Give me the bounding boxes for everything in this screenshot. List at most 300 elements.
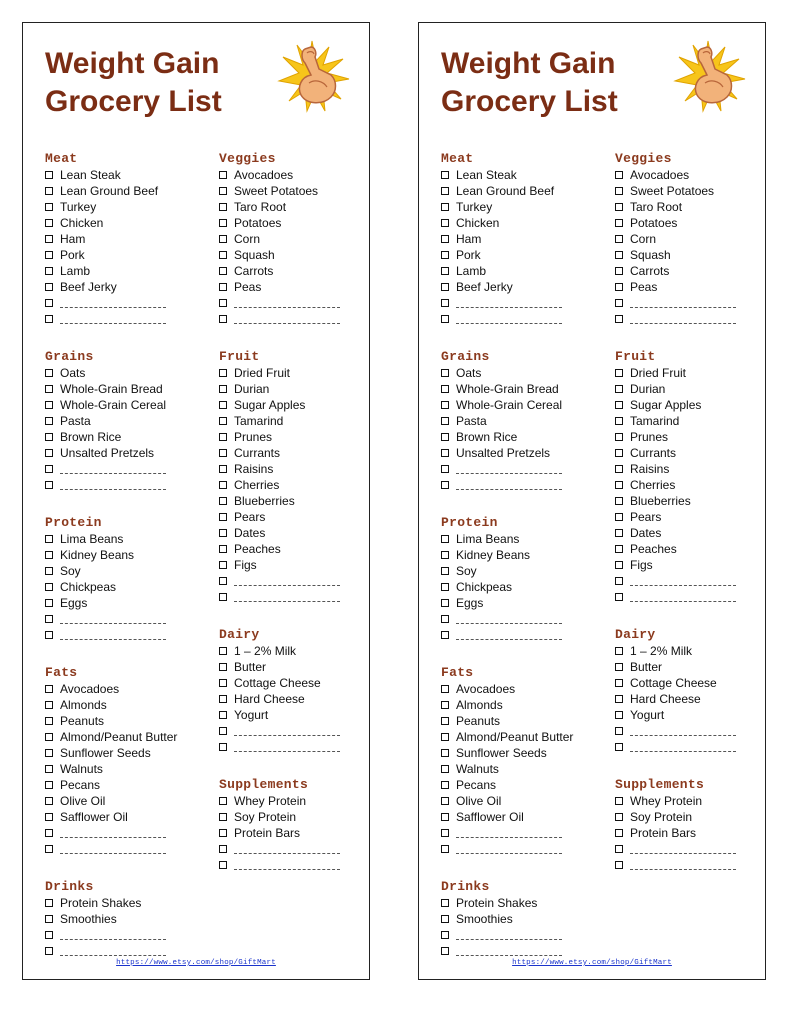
shop-link[interactable]: https://www.etsy.com/shop/GiftMart [512,959,672,967]
item-label: Cherries [234,478,280,492]
checkbox[interactable] [45,583,53,591]
list-item [45,595,205,611]
checkbox[interactable] [441,369,449,377]
checkbox[interactable] [219,251,227,259]
checkbox[interactable] [45,845,53,853]
checkbox[interactable] [219,171,227,179]
checkbox[interactable] [441,797,449,805]
checkbox[interactable] [441,551,449,559]
item-label: Yogurt [234,708,269,722]
checkbox[interactable] [441,235,449,243]
checkbox[interactable] [441,433,449,441]
checkbox[interactable] [45,203,53,211]
checkbox[interactable] [45,385,53,393]
item-label: Prunes [234,430,273,444]
item-label: Cherries [630,478,676,492]
item-label: Brown Rice [60,430,122,444]
checkbox[interactable] [615,465,623,473]
blank-item [441,825,601,841]
checkbox[interactable] [441,251,449,259]
item-list [441,895,601,959]
write-in-line[interactable] [60,955,166,956]
checkbox[interactable] [219,235,227,243]
checkbox[interactable] [615,283,623,291]
section-heading: Drinks [45,879,94,894]
write-in-line[interactable] [60,837,166,838]
item-list [45,681,205,857]
checkbox[interactable] [441,219,449,227]
checkbox[interactable] [45,765,53,773]
checkbox[interactable] [615,171,623,179]
checkbox[interactable] [45,251,53,259]
checkbox[interactable] [441,299,449,307]
item-list [615,365,765,605]
checkbox[interactable] [219,727,227,735]
checkbox[interactable] [219,481,227,489]
checkbox[interactable] [441,947,449,955]
checkbox[interactable] [441,765,449,773]
list-item [45,563,205,579]
right-column [219,151,369,895]
write-in-line[interactable] [630,585,736,586]
checkbox[interactable] [615,711,623,719]
blank-item [219,857,369,873]
write-in-line[interactable] [234,751,340,752]
checkbox[interactable] [615,417,623,425]
checkbox[interactable] [441,401,449,409]
item-label: Beef Jerky [456,280,513,294]
section-heading: Meat [45,151,78,166]
checkbox[interactable] [441,615,449,623]
item-label: 1 – 2% Milk [630,644,693,658]
item-label: Figs [234,558,257,572]
checkbox[interactable] [615,695,623,703]
checkbox[interactable] [615,369,623,377]
checkbox[interactable] [219,497,227,505]
list-item [219,691,369,707]
checkbox[interactable] [615,647,623,655]
blank-item [441,611,601,627]
checkbox[interactable] [45,615,53,623]
checkbox[interactable] [45,733,53,741]
checkbox[interactable] [219,647,227,655]
blank-item [441,311,601,327]
list-item [441,793,601,809]
checkbox[interactable] [45,947,53,955]
item-list [441,167,601,327]
checkbox[interactable] [219,401,227,409]
checkbox[interactable] [441,449,449,457]
item-label: Unsalted Pretzels [60,446,155,460]
checkbox[interactable] [45,401,53,409]
checkbox[interactable] [219,219,227,227]
item-label: Whole-Grain Cereal [456,398,563,412]
checkbox[interactable] [219,845,227,853]
list-item [45,199,205,215]
write-in-line[interactable] [630,751,736,752]
write-in-line[interactable] [60,639,166,640]
checkbox[interactable] [45,631,53,639]
blank-item [45,295,205,311]
checkbox[interactable] [45,749,53,757]
list-item [615,525,765,541]
write-in-line[interactable] [630,307,736,308]
checkbox[interactable] [219,449,227,457]
list-item [615,199,765,215]
checkbox[interactable] [45,899,53,907]
checkbox[interactable] [441,481,449,489]
checkbox[interactable] [441,717,449,725]
list-item [219,445,369,461]
checkbox[interactable] [219,283,227,291]
item-label: Soy [60,564,81,578]
checkbox[interactable] [45,267,53,275]
checkbox[interactable] [45,797,53,805]
list-item [219,167,369,183]
checkbox[interactable] [45,481,53,489]
checkbox[interactable] [45,219,53,227]
list-item [45,761,205,777]
list-item [615,397,765,413]
checkbox[interactable] [615,861,623,869]
checkbox[interactable] [441,171,449,179]
checkbox[interactable] [219,545,227,553]
list-item [441,531,601,547]
checkbox[interactable] [615,433,623,441]
checkbox[interactable] [441,535,449,543]
item-label: Squash [630,248,671,262]
list-item [45,231,205,247]
item-label: Soy Protein [234,810,297,824]
section-supplements [615,777,765,873]
item-label: Chicken [456,216,500,230]
flexed-arm-icon [667,35,749,117]
item-label: Pears [234,510,266,524]
checkbox[interactable] [219,203,227,211]
checkbox[interactable] [615,797,623,805]
checkbox[interactable] [45,433,53,441]
section-heading: Protein [441,515,498,530]
checkbox[interactable] [45,171,53,179]
item-label: Cottage Cheese [630,676,717,690]
checkbox[interactable] [45,299,53,307]
checkbox[interactable] [615,449,623,457]
checkbox[interactable] [441,845,449,853]
section-heading: Veggies [219,151,276,166]
checkbox[interactable] [219,315,227,323]
item-label: Carrots [630,264,670,278]
list-item [441,895,601,911]
checkbox[interactable] [615,561,623,569]
checkbox[interactable] [219,743,227,751]
write-in-line[interactable] [234,307,340,308]
checkbox[interactable] [45,717,53,725]
write-in-line[interactable] [234,735,340,736]
write-in-line[interactable] [630,601,736,602]
checkbox[interactable] [441,465,449,473]
write-in-line[interactable] [630,735,736,736]
list-item [219,365,369,381]
item-label: Sweet Potatoes [630,184,715,198]
section-veggies [615,151,765,327]
checkbox[interactable] [219,695,227,703]
checkbox[interactable] [45,701,53,709]
list-item [219,263,369,279]
checkbox[interactable] [441,315,449,323]
list-item [441,729,601,745]
item-label: Lean Steak [60,168,121,182]
checkbox[interactable] [219,679,227,687]
write-in-line[interactable] [60,473,166,474]
checkbox[interactable] [441,385,449,393]
checkbox[interactable] [219,529,227,537]
checkbox[interactable] [615,481,623,489]
checkbox[interactable] [45,685,53,693]
checkbox[interactable] [45,465,53,473]
checkbox[interactable] [45,813,53,821]
item-list [45,167,205,327]
item-label: Tamarind [630,414,680,428]
checkbox[interactable] [219,513,227,521]
write-in-line[interactable] [456,639,562,640]
flexed-arm-icon [271,35,353,117]
checkbox[interactable] [615,203,623,211]
checkbox[interactable] [615,529,623,537]
item-label: Blueberries [234,494,295,508]
checkbox[interactable] [441,583,449,591]
checkbox[interactable] [219,465,227,473]
checkbox[interactable] [219,711,227,719]
item-label: Almond/Peanut Butter [60,730,178,744]
checkbox[interactable] [615,679,623,687]
checkbox[interactable] [441,267,449,275]
checkbox[interactable] [45,417,53,425]
list-item [615,809,765,825]
checkbox[interactable] [441,701,449,709]
section-veggies [219,151,369,327]
checkbox[interactable] [219,829,227,837]
item-label: Beef Jerky [60,280,117,294]
checkbox[interactable] [45,567,53,575]
checkbox[interactable] [441,749,449,757]
checkbox[interactable] [45,535,53,543]
checkbox[interactable] [615,813,623,821]
item-list [615,167,765,327]
right-column [615,151,765,895]
checkbox[interactable] [219,593,227,601]
checkbox[interactable] [219,813,227,821]
list-item [45,263,205,279]
list-item [615,541,765,557]
checkbox[interactable] [615,251,623,259]
list-item [219,659,369,675]
list-item [441,761,601,777]
checkbox[interactable] [219,577,227,585]
checkbox[interactable] [219,267,227,275]
checkbox[interactable] [219,433,227,441]
checkbox[interactable] [45,781,53,789]
write-in-line[interactable] [60,323,166,324]
write-in-line[interactable] [60,853,166,854]
item-label: Peas [630,280,658,294]
checkbox[interactable] [45,235,53,243]
list-item [219,413,369,429]
blank-item [615,723,765,739]
checkbox[interactable] [441,417,449,425]
list-item [441,713,601,729]
checkbox[interactable] [615,497,623,505]
left-column [45,151,205,981]
write-in-line[interactable] [234,585,340,586]
checkbox[interactable] [441,567,449,575]
write-in-line[interactable] [234,601,340,602]
checkbox[interactable] [615,513,623,521]
left-column [441,151,601,981]
checkbox[interactable] [615,577,623,585]
checkbox[interactable] [441,781,449,789]
checkbox[interactable] [441,829,449,837]
write-in-line[interactable] [630,853,736,854]
section-heading: Supplements [615,777,705,792]
item-label: Pork [456,248,481,262]
write-in-line[interactable] [456,939,562,940]
section-meat [441,151,601,327]
item-list [219,643,369,755]
blank-item [45,627,205,643]
write-in-line[interactable] [456,307,562,308]
write-in-line[interactable] [234,869,340,870]
checkbox[interactable] [45,829,53,837]
checkbox[interactable] [45,599,53,607]
checkbox[interactable] [45,931,53,939]
write-in-line[interactable] [456,323,562,324]
checkbox[interactable] [441,899,449,907]
checkbox[interactable] [615,727,623,735]
item-label: Chickpeas [60,580,117,594]
checkbox[interactable] [615,663,623,671]
write-in-line[interactable] [60,623,166,624]
list-item [615,477,765,493]
write-in-line[interactable] [630,869,736,870]
write-in-line[interactable] [234,853,340,854]
checkbox[interactable] [615,219,623,227]
blank-item [219,311,369,327]
list-item [219,793,369,809]
checkbox[interactable] [441,187,449,195]
item-label: Peanuts [60,714,105,728]
checkbox[interactable] [219,561,227,569]
list-item [219,557,369,573]
checkbox[interactable] [615,187,623,195]
shop-link[interactable]: https://www.etsy.com/shop/GiftMart [116,959,276,967]
checkbox[interactable] [441,599,449,607]
checkbox[interactable] [615,235,623,243]
checkbox[interactable] [441,203,449,211]
write-in-line[interactable] [456,489,562,490]
checkbox[interactable] [219,299,227,307]
write-in-line[interactable] [630,323,736,324]
checkbox[interactable] [219,663,227,671]
item-label: Durian [234,382,270,396]
list-item [441,183,601,199]
checkbox[interactable] [441,915,449,923]
checkbox[interactable] [615,845,623,853]
blank-item [219,841,369,857]
checkbox[interactable] [615,743,623,751]
write-in-line[interactable] [60,939,166,940]
list-item [45,745,205,761]
write-in-line[interactable] [456,853,562,854]
checkbox[interactable] [441,283,449,291]
checkbox[interactable] [219,861,227,869]
write-in-line[interactable] [456,623,562,624]
item-label: Lamb [60,264,91,278]
section-heading: Dairy [615,627,656,642]
write-in-line[interactable] [456,473,562,474]
checkbox[interactable] [219,385,227,393]
write-in-line[interactable] [456,955,562,956]
checkbox[interactable] [45,551,53,559]
blank-item [219,295,369,311]
section-heading: Veggies [615,151,672,166]
item-label: Avocadoes [630,168,690,182]
checkbox[interactable] [45,315,53,323]
checkbox[interactable] [441,931,449,939]
checkbox[interactable] [615,545,623,553]
checkbox[interactable] [615,315,623,323]
list-item [615,557,765,573]
list-item [615,675,765,691]
checkbox[interactable] [45,369,53,377]
checkbox[interactable] [615,401,623,409]
checkbox[interactable] [45,915,53,923]
checkbox[interactable] [45,283,53,291]
checkbox[interactable] [441,685,449,693]
item-label: Currants [234,446,281,460]
checkbox[interactable] [615,267,623,275]
list-item [219,183,369,199]
checkbox[interactable] [441,813,449,821]
blank-item [45,477,205,493]
checkbox[interactable] [45,187,53,195]
list-item [441,215,601,231]
checkbox[interactable] [219,417,227,425]
checkbox[interactable] [219,797,227,805]
list-item [615,263,765,279]
item-label: Peas [234,280,262,294]
checkbox[interactable] [615,829,623,837]
checkbox[interactable] [615,385,623,393]
write-in-line[interactable] [234,323,340,324]
checkbox[interactable] [219,187,227,195]
checkbox[interactable] [441,733,449,741]
checkbox[interactable] [615,593,623,601]
write-in-line[interactable] [60,307,166,308]
item-label: Peaches [630,542,677,556]
list-item [441,681,601,697]
write-in-line[interactable] [60,489,166,490]
write-in-line[interactable] [456,837,562,838]
checkbox[interactable] [441,631,449,639]
blank-item [615,857,765,873]
checkbox[interactable] [219,369,227,377]
checkbox[interactable] [45,449,53,457]
item-label: Protein Shakes [60,896,142,910]
list-item [219,199,369,215]
checkbox[interactable] [615,299,623,307]
list-item [441,809,601,825]
item-label: Lean Ground Beef [456,184,555,198]
